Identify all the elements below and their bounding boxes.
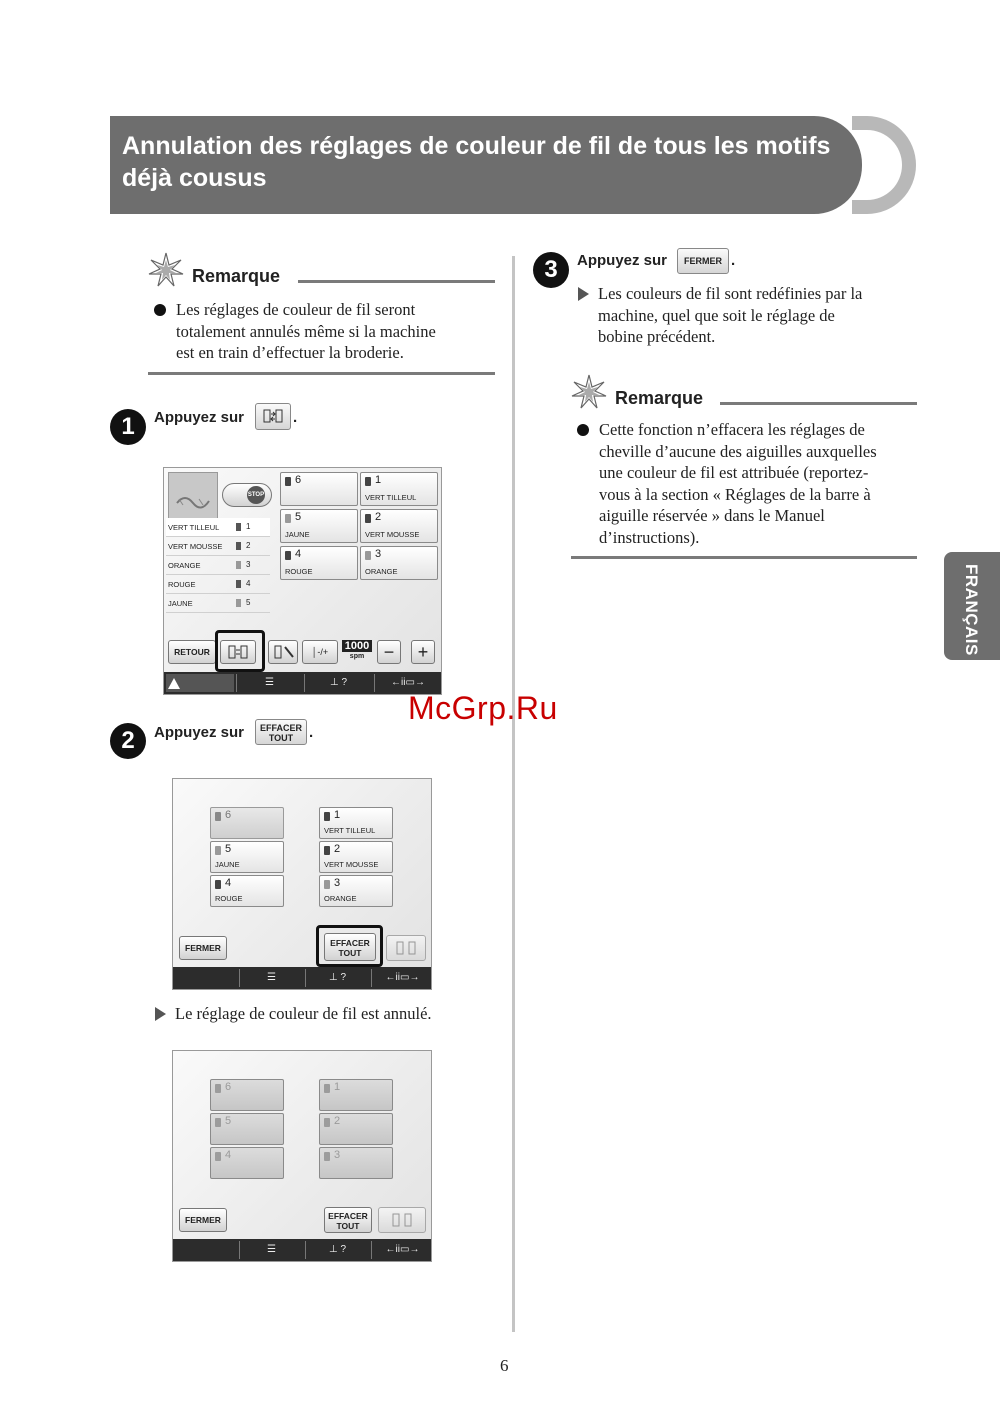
step-3-number: 3	[533, 252, 569, 288]
step-1-period: .	[293, 409, 298, 426]
thread-list-row: ORANGE 3	[166, 556, 270, 575]
needle-tile-4: 4	[210, 1147, 284, 1179]
lock-button[interactable]: VERROUILLAGE	[166, 674, 234, 692]
column-divider	[512, 256, 515, 1332]
remarque-1-line	[298, 280, 495, 283]
machine-icon: ⊥	[328, 972, 338, 983]
remarque-2-text: Cette fonction n’effacera les réglages de cheville d’aucune des aiguilles auxquelles une couleur de fil est attribuée (reportez- vous à la section « Réglages de la barre à aiguille réservée » dans le Manuel d’instructions).	[599, 420, 877, 547]
frame-move-button[interactable]: ←ii▭→	[371, 969, 433, 987]
screen-3-bottom-bar	[173, 1239, 431, 1261]
fermer-button[interactable]: FERMER	[179, 936, 227, 960]
highlight-frame	[215, 630, 265, 672]
remarque-2-body	[577, 419, 922, 549]
speed-plus-button[interactable]: +	[411, 640, 435, 664]
screen-2	[172, 778, 432, 990]
frame-move-button[interactable]: ←ii▭→	[371, 1241, 433, 1259]
spool-swap-icon	[379, 1208, 425, 1232]
arrow-icon	[155, 1007, 166, 1021]
screen-1	[163, 467, 442, 705]
needle-tile-3: 3	[319, 1147, 393, 1179]
needle-tile-2[interactable]: 2 VERT MOUSSE	[319, 841, 393, 873]
thread-list-row: ROUGE 4	[166, 575, 270, 594]
page-title: Annulation des réglages de couleur de fil de tous les motifs déjà cousus	[122, 132, 831, 192]
spool-pen-icon	[269, 641, 297, 663]
screen-3	[172, 1050, 432, 1262]
warning-icon	[168, 678, 180, 689]
thread-color-button[interactable]	[378, 1207, 426, 1233]
remarque-1-title: Remarque	[192, 266, 281, 286]
highlight-frame	[316, 925, 383, 967]
step-2-result: Le réglage de couleur de fil est annulé.	[155, 1003, 495, 1027]
fermer-inline-button[interactable]: FERMER	[677, 248, 729, 274]
needle-tile-6[interactable]: 6	[280, 472, 358, 506]
needle-tile-5: 5	[210, 1113, 284, 1145]
needle-button[interactable]: │-/+	[302, 640, 338, 664]
needle-tile-4[interactable]: 4 ROUGE	[280, 546, 358, 580]
screen-1-bottom-bar	[164, 672, 441, 705]
effacer-tout-button[interactable]: EFFACER TOUT	[324, 933, 376, 961]
page-number: 6	[500, 1356, 509, 1375]
pattern-icon	[169, 473, 217, 519]
effacer-tout-button[interactable]: EFFACER TOUT	[324, 1207, 372, 1233]
banner-decoration	[852, 116, 916, 214]
step-1-text: Appuyez sur	[154, 409, 245, 426]
help-button[interactable]: ⊥ ?	[304, 674, 372, 692]
step-2-text: Appuyez sur	[154, 724, 245, 741]
needle-tile-5[interactable]: 5 JAUNE	[280, 509, 358, 543]
language-tab: FRANÇAIS	[944, 552, 1000, 660]
help-button[interactable]: ⊥ ?	[305, 1241, 369, 1259]
spool-swap-icon	[256, 404, 290, 429]
remarque-2-title: Remarque	[615, 388, 704, 408]
star-icon	[571, 374, 607, 410]
list-icon[interactable]: ☰	[239, 1241, 303, 1259]
bullet-icon	[577, 424, 589, 436]
bar-empty-cell	[173, 1241, 237, 1259]
needle-tile-1[interactable]: 1 VERT TILLEUL	[319, 807, 393, 839]
needle-tile-4[interactable]: 4 ROUGE	[210, 875, 284, 907]
step-1-number: 1	[110, 409, 146, 445]
machine-icon: ⊥	[328, 1244, 338, 1255]
list-icon[interactable]: ☰	[239, 969, 303, 987]
spool-swap-icon	[387, 936, 425, 960]
needle-tile-2: 2	[319, 1113, 393, 1145]
needle-tile-2[interactable]: 2 VERT MOUSSE	[360, 509, 438, 543]
watermark: McGrp.Ru	[408, 690, 558, 726]
remarque-2-header	[571, 380, 917, 410]
remarque-2-line	[720, 402, 917, 405]
remarque-1-body	[154, 299, 494, 365]
needle-tile-1: 1	[319, 1079, 393, 1111]
step-2-period: .	[309, 724, 314, 741]
needle-icon: │	[311, 647, 318, 657]
step-3-result: Les couleurs de fil sont redéfinies par la machine, quel que soit le réglage de bobine précédent.	[578, 283, 918, 349]
remarque-1-text: Les réglages de couleur de fil seront totalement annulés même si la machine est en train d’effectuer la broderie.	[176, 300, 436, 362]
remarque-2-rule	[571, 556, 917, 559]
speed-minus-button[interactable]: −	[377, 640, 401, 664]
star-icon	[148, 252, 184, 288]
thread-list-row: VERT MOUSSE 2	[166, 537, 270, 556]
needle-tile-6[interactable]: 6	[210, 807, 284, 839]
title-banner	[110, 116, 862, 214]
needle-tile-6: 6	[210, 1079, 284, 1111]
arrow-icon	[578, 287, 589, 301]
help-button[interactable]: ⊥ ?	[305, 969, 369, 987]
frame-move-button[interactable]: ←ii▭→	[374, 674, 441, 692]
machine-icon: ⊥	[329, 677, 339, 688]
needle-tile-5[interactable]: 5 JAUNE	[210, 841, 284, 873]
retour-button[interactable]: RETOUR	[168, 640, 216, 664]
effacer-tout-inline-button[interactable]: EFFACER TOUT	[255, 719, 307, 745]
screen-2-bottom-bar	[173, 967, 431, 989]
list-icon[interactable]: ☰	[236, 674, 302, 692]
remarque-1-header	[148, 258, 495, 288]
needle-tile-3[interactable]: 3 ORANGE	[319, 875, 393, 907]
remarque-1-rule	[148, 372, 495, 375]
thread-color-button[interactable]	[386, 935, 426, 961]
bullet-icon	[154, 304, 166, 316]
fermer-button[interactable]: FERMER	[179, 1208, 227, 1232]
step-2-number: 2	[110, 723, 146, 759]
bar-empty-cell	[173, 969, 237, 987]
thread-list-row: JAUNE 5	[166, 594, 270, 613]
step-3-period: .	[731, 252, 736, 269]
speed-display: 1000 spm	[342, 640, 372, 664]
thread-list-row: VERT TILLEUL 1	[166, 518, 270, 537]
needle-tile-3[interactable]: 3 ORANGE	[360, 546, 438, 580]
stop-label: STOP	[247, 486, 265, 504]
needle-tile-1[interactable]: 1 VERT TILLEUL	[360, 472, 438, 506]
embroidery-preview	[168, 472, 218, 520]
stop-button[interactable]	[222, 483, 272, 507]
thread-edit-button[interactable]	[268, 640, 298, 664]
step-3-text: Appuyez sur	[577, 252, 668, 269]
thread-color-button[interactable]	[255, 403, 291, 430]
